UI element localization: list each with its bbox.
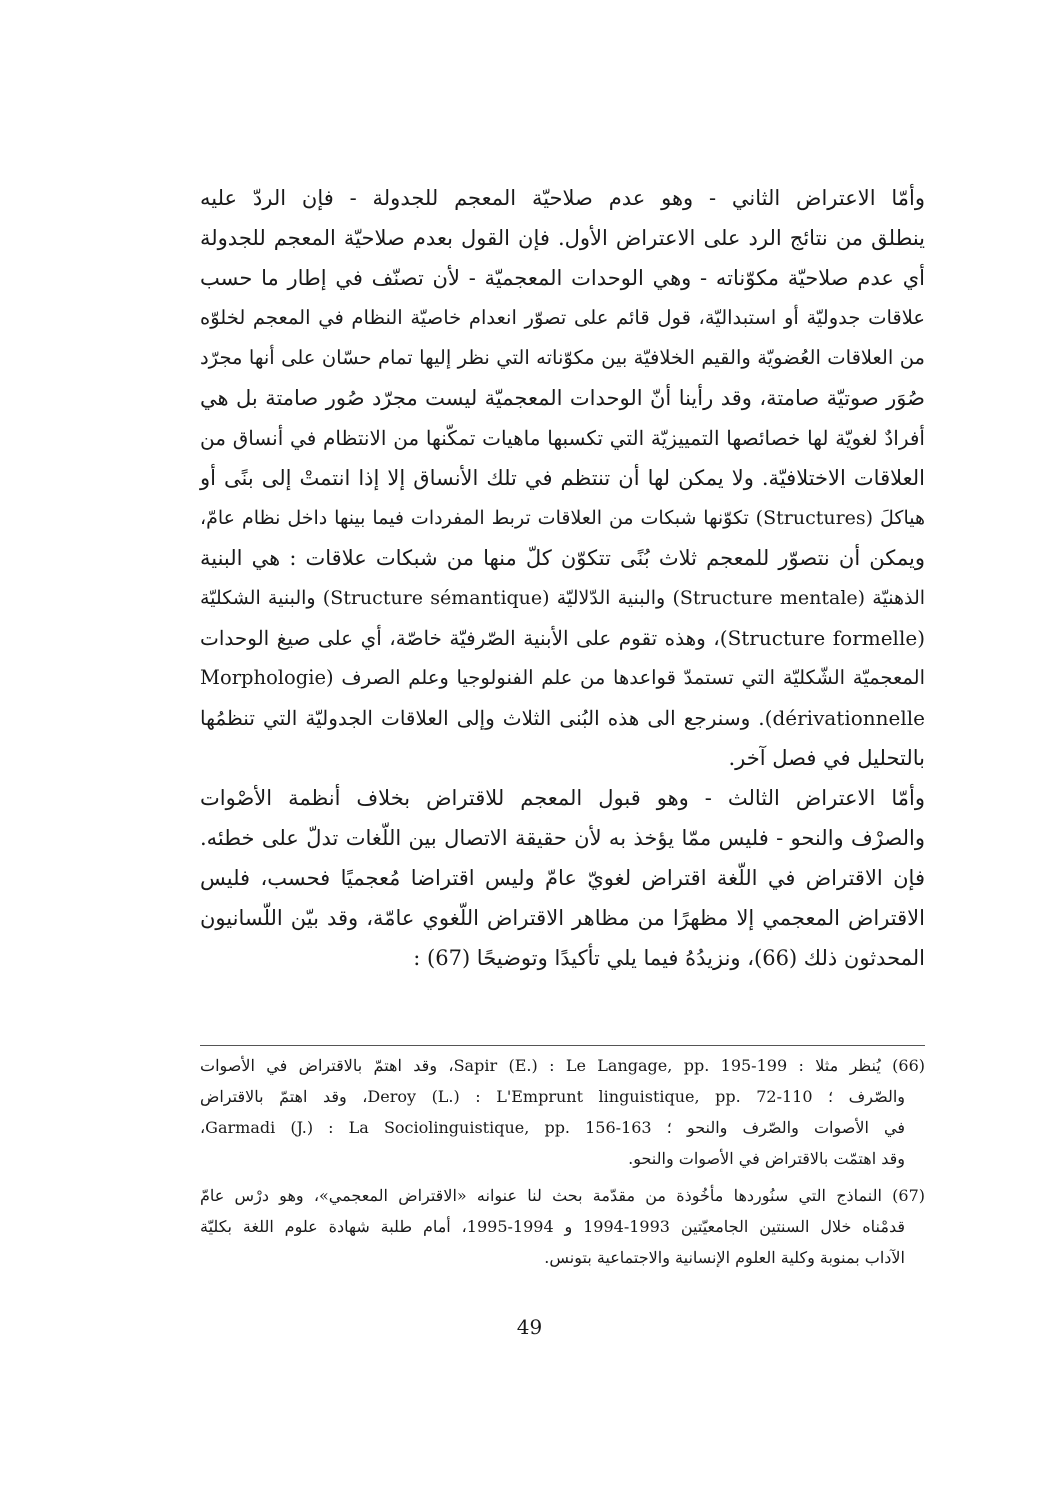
body-line: صُوَر صوتيّة صامتة، وقد رأينا أنّ الوحدات المعجميّة ليست مجرّد صُور صامتة بل هي [200, 386, 925, 410]
body-line: وأمّا الاعتراض الثالث - وهو قبول المعجم للاقتراض بخلاف أنظمة الأصْوات [200, 786, 925, 810]
footnote-line: (66) يُنظر مثلا : Sapir (E.) : Le Langage, pp. 195-199، وقد اهتمّ بالاقتراض في الأصوات [200, 1056, 926, 1075]
footnotes [200, 1045, 925, 1273]
body-line: بالتحليل في فصل آخر. [728, 746, 925, 770]
footnote-line: في الأصوات والصّرف والنحو ؛ Garmadi (J.) : La Sociolinguistique, pp. 156-163، [200, 1118, 906, 1137]
body-line: dérivationnelle). وسنرجع الى هذه البُنى الثلاث وإلى العلاقات الجدوليّة التي تنظمُها [200, 706, 925, 730]
body-line: من العلاقات العُضويّة والقيم الخلافيّة بين مكوّناته التي نظر إليها تمام حسّان على أنها مجرّد [200, 346, 925, 369]
body-line: ينطلق من نتائج الرد على الاعتراض الأول. فإن القول بعدم صلاحيّة المعجم للجدولة [200, 226, 925, 250]
body-line: أي عدم صلاحيّة مكوّناته - وهي الوحدات المعجميّة - لأن تصنّف في إطار ما حسب [200, 266, 925, 290]
footnote-line: وقد اهتمّت بالاقتراض في الأصوات والنحو. [628, 1149, 905, 1168]
footnote-line: والصّرف ؛ Deroy (L.) : L'Emprunt linguistique, pp. 72-110، وقد اهتمّ بالاقتراض [200, 1087, 906, 1106]
body-line: فإن الاقتراض في اللّغة اقتراض لغويّ عامّ وليس اقتراضا مُعجميًا فحسب، فليس [200, 866, 925, 890]
body-line: والصرْف والنحو - فليس ممّا يؤخذ به لأن حقيقة الاتصال بين اللّغات تدلّ على خطئه. [200, 826, 925, 850]
footnote-line: قدمْناه خلال السنتين الجامعيّتين 1993-1994 و 1994-1995، أمام طلبة شهادة علوم اللغة بكليّة [200, 1217, 905, 1236]
body-line: علاقات جدوليّة أو استبداليّة، قول قائم على تصوّر انعدام خاصيّة النظام في المعجم لخلوّه [200, 306, 925, 329]
body-line: ويمكن أن نتصوّر للمعجم ثلاث بُنًى تتكوّن كلّ منها من شبكات علاقات : هي البنية [200, 546, 925, 570]
body-line: أفرادٌ لغويّة لها خصائصها التمييزيّة التي تكسبها ماهيات تمكّنها من الانتظام في أنساق من [200, 426, 925, 450]
body-line: المعجميّة الشّكليّة التي تستمدّ قواعدها من علم الفنولوجيا وعلم الصرف (Morphologie [200, 666, 925, 689]
body-line: الذهنيّة (Structure mentale) والبنية الدّلاليّة (Structure sémantique) والبنية الشكليّة [200, 587, 926, 609]
page-number: 49 [516, 1315, 543, 1339]
body-text [200, 178, 925, 978]
body-line: (Structure formelle)، وهذه تقوم على الأبنية الصّرفيّة خاصّة، أي على صيغ الوحدات [200, 626, 925, 650]
body-line: وأمّا الاعتراض الثاني - وهو عدم صلاحيّة المعجم للجدولة - فإن الردّ عليه [200, 186, 925, 210]
footnote-line: (67) النماذج التي سنُوردها مأخُوذة من مقدّمة بحث لنا عنوانه «الاقتراض المعجمي»، وهو درْس عامّ [200, 1186, 925, 1205]
body-line: المحدثون ذلك (66)، ونزيدُهُ فيما يلي تأكيدًا وتوضيحًا (67) : [413, 946, 925, 970]
body-line: هياكلَ (Structures) تكوّنها شبكات من العلاقات تربط المفردات فيما بينها داخل نظام عامّ، [200, 507, 925, 529]
footnote-line: الآداب بمنوبة وكلية العلوم الإنسانية والاجتماعية بتونس. [544, 1248, 905, 1267]
body-line: العلاقات الاختلافيّة. ولا يمكن لها أن تنتظم في تلك الأنساق إلا إذا انتمتْ إلى بنًى أو [200, 466, 925, 490]
body-line: الاقتراض المعجمي إلا مظهرًا من مظاهر الاقتراض اللّغوي عامّة، وقد بيّن اللّسانيون [200, 906, 925, 930]
